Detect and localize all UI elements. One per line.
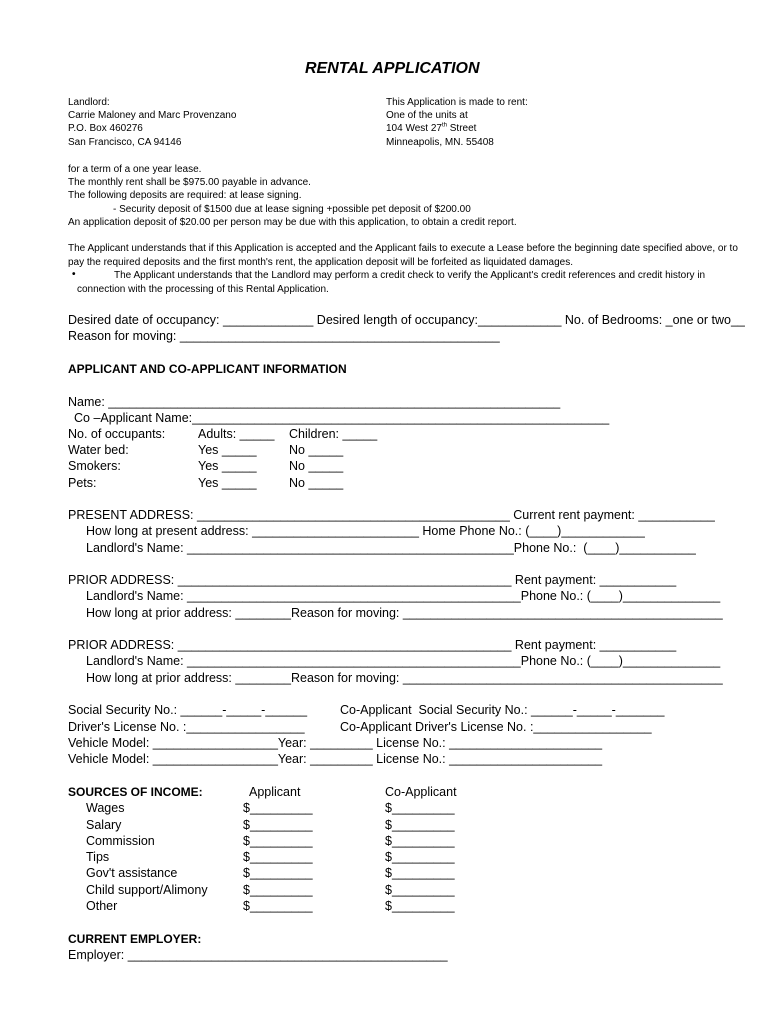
prior-2-landlord-field[interactable]: Landlord's Name: ________________________________________________Phone No.: (____)______________ [86, 654, 721, 668]
income-applicant-field[interactable]: $_________ [243, 834, 313, 848]
occupants-label: No. of occupants: [68, 427, 166, 441]
pets-label: Pets: [68, 476, 97, 490]
coapplicant-ssn-field[interactable]: Co-Applicant Social Security No.: ______-_____-_______ [340, 703, 665, 717]
income-applicant-field[interactable]: $_________ [243, 801, 313, 815]
name-field[interactable]: Name: _________________________________________________________________ [68, 395, 561, 409]
employer-heading: CURRENT EMPLOYER: [68, 932, 202, 946]
drivers-license-field[interactable]: Driver's License No. :_________________ [68, 720, 305, 734]
unit-intro: This Application is made to rent: [386, 97, 528, 108]
income-coapplicant-field[interactable]: $_________ [385, 818, 455, 832]
income-row-label: Gov't assistance [86, 866, 178, 880]
page-title: RENTAL APPLICATION [305, 60, 480, 77]
smokers-label: Smokers: [68, 459, 121, 473]
income-row-label: Child support/Alimony [86, 883, 208, 897]
smokers-yes-field[interactable]: Yes _____ [198, 459, 257, 473]
landlord-address-2: San Francisco, CA 94146 [68, 137, 182, 148]
income-applicant-field[interactable]: $_________ [243, 883, 313, 897]
terms-line-2: The monthly rent shall be $975.00 payable in advance. [68, 177, 311, 188]
income-coapplicant-column: Co-Applicant [385, 785, 457, 799]
vehicle-2-field[interactable]: Vehicle Model: __________________Year: _________ License No.: ______________________ [68, 752, 603, 766]
understands-line-4: connection with the processing of this Rental Application. [77, 284, 329, 295]
income-row-label: Salary [86, 818, 122, 832]
unit-street: 104 West 27th Street [386, 122, 477, 134]
income-row-label: Tips [86, 850, 110, 864]
applicant-heading: APPLICANT AND CO-APPLICANT INFORMATION [68, 362, 347, 376]
smokers-no-field[interactable]: No _____ [289, 459, 344, 473]
children-field[interactable]: Children: _____ [289, 427, 378, 441]
present-landlord-field[interactable]: Landlord's Name: _______________________________________________Phone No.: (____)___________ [86, 541, 696, 555]
income-applicant-field[interactable]: $_________ [243, 850, 313, 864]
pets-no-field[interactable]: No _____ [289, 476, 344, 490]
bullet: • [72, 269, 76, 280]
prior-address-1-field[interactable]: PRIOR ADDRESS: ________________________________________________ Rent payment: ___________ [68, 573, 677, 587]
income-row-label: Other [86, 899, 118, 913]
unit-city: Minneapolis, MN. 55408 [386, 137, 494, 148]
waterbed-no-field[interactable]: No _____ [289, 443, 344, 457]
waterbed-yes-field[interactable]: Yes _____ [198, 443, 257, 457]
landlord-address-1: P.O. Box 460276 [68, 123, 143, 134]
employer-field[interactable]: Employer: ______________________________________________ [68, 948, 448, 962]
terms-line-1: for a term of a one year lease. [68, 164, 202, 175]
landlord-label: Landlord: [68, 97, 110, 108]
income-applicant-field[interactable]: $_________ [243, 866, 313, 880]
terms-line-5: An application deposit of $20.00 per person may be due with this application, to obtain a credit report. [68, 217, 517, 228]
coapplicant-name-field[interactable]: Co –Applicant Name:____________________________________________________________ [74, 411, 610, 425]
ssn-field[interactable]: Social Security No.: ______-_____-______ [68, 703, 308, 717]
understands-line-3: The Applicant understands that the Landlord may perform a credit check to verify the Applicant's credit references and credit history in [114, 270, 706, 281]
income-coapplicant-field[interactable]: $_________ [385, 866, 455, 880]
unit-line-2: One of the units at [386, 110, 468, 121]
occupancy-line[interactable]: Desired date of occupancy: _____________ Desired length of occupancy:____________ No. of Bedrooms: _one or two__ [68, 313, 745, 327]
prior-2-how-long-field[interactable]: How long at prior address: ________Reason for moving: ______________________________________________ [86, 671, 723, 685]
understands-line-1: The Applicant understands that if this Application is accepted and the Applicant fails to execute a Lease before the beginning date specified above, or to [68, 243, 738, 254]
terms-line-3: The following deposits are required: at lease signing. [68, 190, 302, 201]
coapplicant-drivers-license-field[interactable]: Co-Applicant Driver's License No. :_________________ [340, 720, 652, 734]
income-coapplicant-field[interactable]: $_________ [385, 801, 455, 815]
understands-line-2: pay the required deposits and the first month's rent, the application deposit will be forfeited as liquidated damages. [68, 257, 573, 268]
income-coapplicant-field[interactable]: $_________ [385, 834, 455, 848]
prior-address-2-field[interactable]: PRIOR ADDRESS: ________________________________________________ Rent payment: ___________ [68, 638, 677, 652]
income-coapplicant-field[interactable]: $_________ [385, 850, 455, 864]
income-row-label: Wages [86, 801, 125, 815]
prior-1-landlord-field[interactable]: Landlord's Name: ________________________________________________Phone No.: (____)______________ [86, 589, 721, 603]
adults-field[interactable]: Adults: _____ [198, 427, 275, 441]
income-coapplicant-field[interactable]: $_________ [385, 883, 455, 897]
waterbed-label: Water bed: [68, 443, 129, 457]
income-heading: SOURCES OF INCOME: [68, 785, 203, 799]
prior-1-how-long-field[interactable]: How long at prior address: ________Reason for moving: ______________________________________________ [86, 606, 723, 620]
income-applicant-field[interactable]: $_________ [243, 818, 313, 832]
landlord-name: Carrie Maloney and Marc Provenzano [68, 110, 237, 121]
vehicle-1-field[interactable]: Vehicle Model: __________________Year: _________ License No.: ______________________ [68, 736, 603, 750]
present-address-field[interactable]: PRESENT ADDRESS: _____________________________________________ Current rent payment: ___________ [68, 508, 715, 522]
pets-yes-field[interactable]: Yes _____ [198, 476, 257, 490]
reason-for-moving-field[interactable]: Reason for moving: ______________________________________________ [68, 329, 500, 343]
present-how-long-field[interactable]: How long at present address: ________________________ Home Phone No.: (____)____________ [86, 524, 645, 538]
income-coapplicant-field[interactable]: $_________ [385, 899, 455, 913]
income-applicant-field[interactable]: $_________ [243, 899, 313, 913]
income-applicant-column: Applicant [249, 785, 301, 799]
income-row-label: Commission [86, 834, 155, 848]
terms-line-4: - Security deposit of $1500 due at lease signing +possible pet deposit of $200.00 [113, 204, 471, 215]
